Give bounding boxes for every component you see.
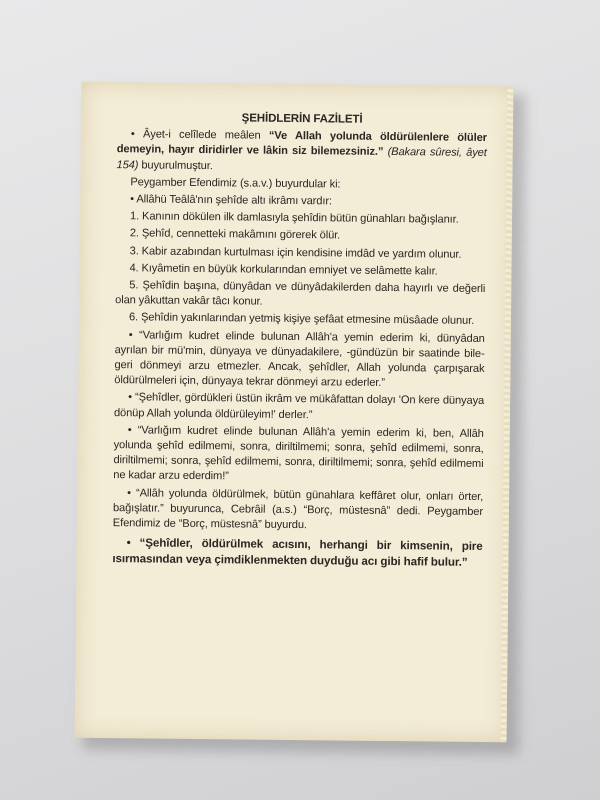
bullet: • [130,128,135,141]
intro-lead: Âyet-i celîlede meâlen [142,128,269,142]
hadith-paragraph [113,423,484,488]
bullet: • [126,536,131,550]
intro-paragraph [116,127,486,176]
list-item: 4. Kıyâmetin en büyük korkularından emniyet ve selâmette kalır. [129,262,438,278]
hadith-text: “Şehîdler, gördükleri üstün ikrâm ve mükâfattan dolayı 'On kere dünyaya dönüp Allah yolunda öldürüleyim!' derler.” [113,391,485,421]
intro-source: (Bakara sûresi, âyet 154) [116,146,487,171]
hadith-text: “Allâh yolunda öldürülmek, bütün günahlara keffâret olur, onları örter, bağışlatır.” buyurunca, Cebrâil (a.s.) “Borç, müstesnâ” dedi. Peygamber Efendimiz de “Borç, müstesnâ” buyurdu. [112,487,484,532]
bullet: • [128,391,132,404]
document-text [112,110,487,573]
six-honors-text: Allâhü Teâlâ'nın şehîde altı ikrâmı vardır: [136,193,333,208]
bullet: • [127,424,132,437]
bullet: • [130,193,135,206]
six-honors-line [116,192,486,211]
hadith-paragraph [113,486,483,535]
final-hadith-text: “Şehîdler, öldürülmek acısını, herhangi bir kimsenin, pire ısırmasından veya çimdiklenmekten duyduğu acı gibi hafif bulur.” [112,536,483,570]
list-item: 1. Kanının dökülen ilk damlasıyla şehîdin bütün günahları bağışlanır. [129,210,459,226]
list-item: 5. Şehîdin başına, dünyâdan ve dünyâdakilerden daha hayırlı ve değerli olan yâkuttan vakâr tâcı konur. [115,279,486,308]
prophet-said-line: Peygamber Efendimiz (s.a.v.) buyurdular ki: [130,176,341,191]
intro-quote: “Ve Allah yolunda öldürülenlere ölüler demeyin, hayır diridirler ve lâkin siz bilemezsiniz.” [116,129,487,159]
list-item: 2. Şehîd, cennetteki makâmını görerek ölür. [129,227,341,242]
paper-sheet [75,82,514,742]
final-hadith-paragraph [112,535,482,571]
intro-tail: buyurulmuştur. [141,158,213,172]
hadith-paragraph [114,391,484,425]
hadith-text: “Varlığım kudret elinde bulunan Allâh'a yemin ederim ki, dünyâdan ayrılan bir mü'min, dünyaya ve dünyadakilere, -gündüzün bir saatinde bile- geri dönmeyi arzu etmezler. Ancak, şehîdler, Allah yolunda çarpışarak öldürülmeleri için, dünyaya tekrar dönmeyi arzu ederler.” [114,329,485,390]
document-title: ŞEHİDLERİN FAZİLETİ [241,112,363,126]
list-item: 6. Şehîdin yakınlarından yetmiş kişiye şefâat etmesine müsâade olunur. [128,311,475,328]
bullet: • [128,328,133,341]
list-item: 3. Kabir azabından kurtulması için kendisine imdâd ve yardım olunur. [129,244,462,261]
bullet: • [127,486,132,499]
hadith-paragraph [114,328,485,393]
hadith-text: “Varlığım kudret elinde bulunan Allâh'a yemin ederim ki, ben, Allâh yolunda şehîd edilmemi, sonra, diriltilmemi; sonra, şehîd edilmemi, sonra, diriltilmemi; sonra, şehîd edilmemi, sonra, diriltilmemi; sonra, şehîd edilmemi ne kadar arzu ederdim!” [113,424,484,483]
